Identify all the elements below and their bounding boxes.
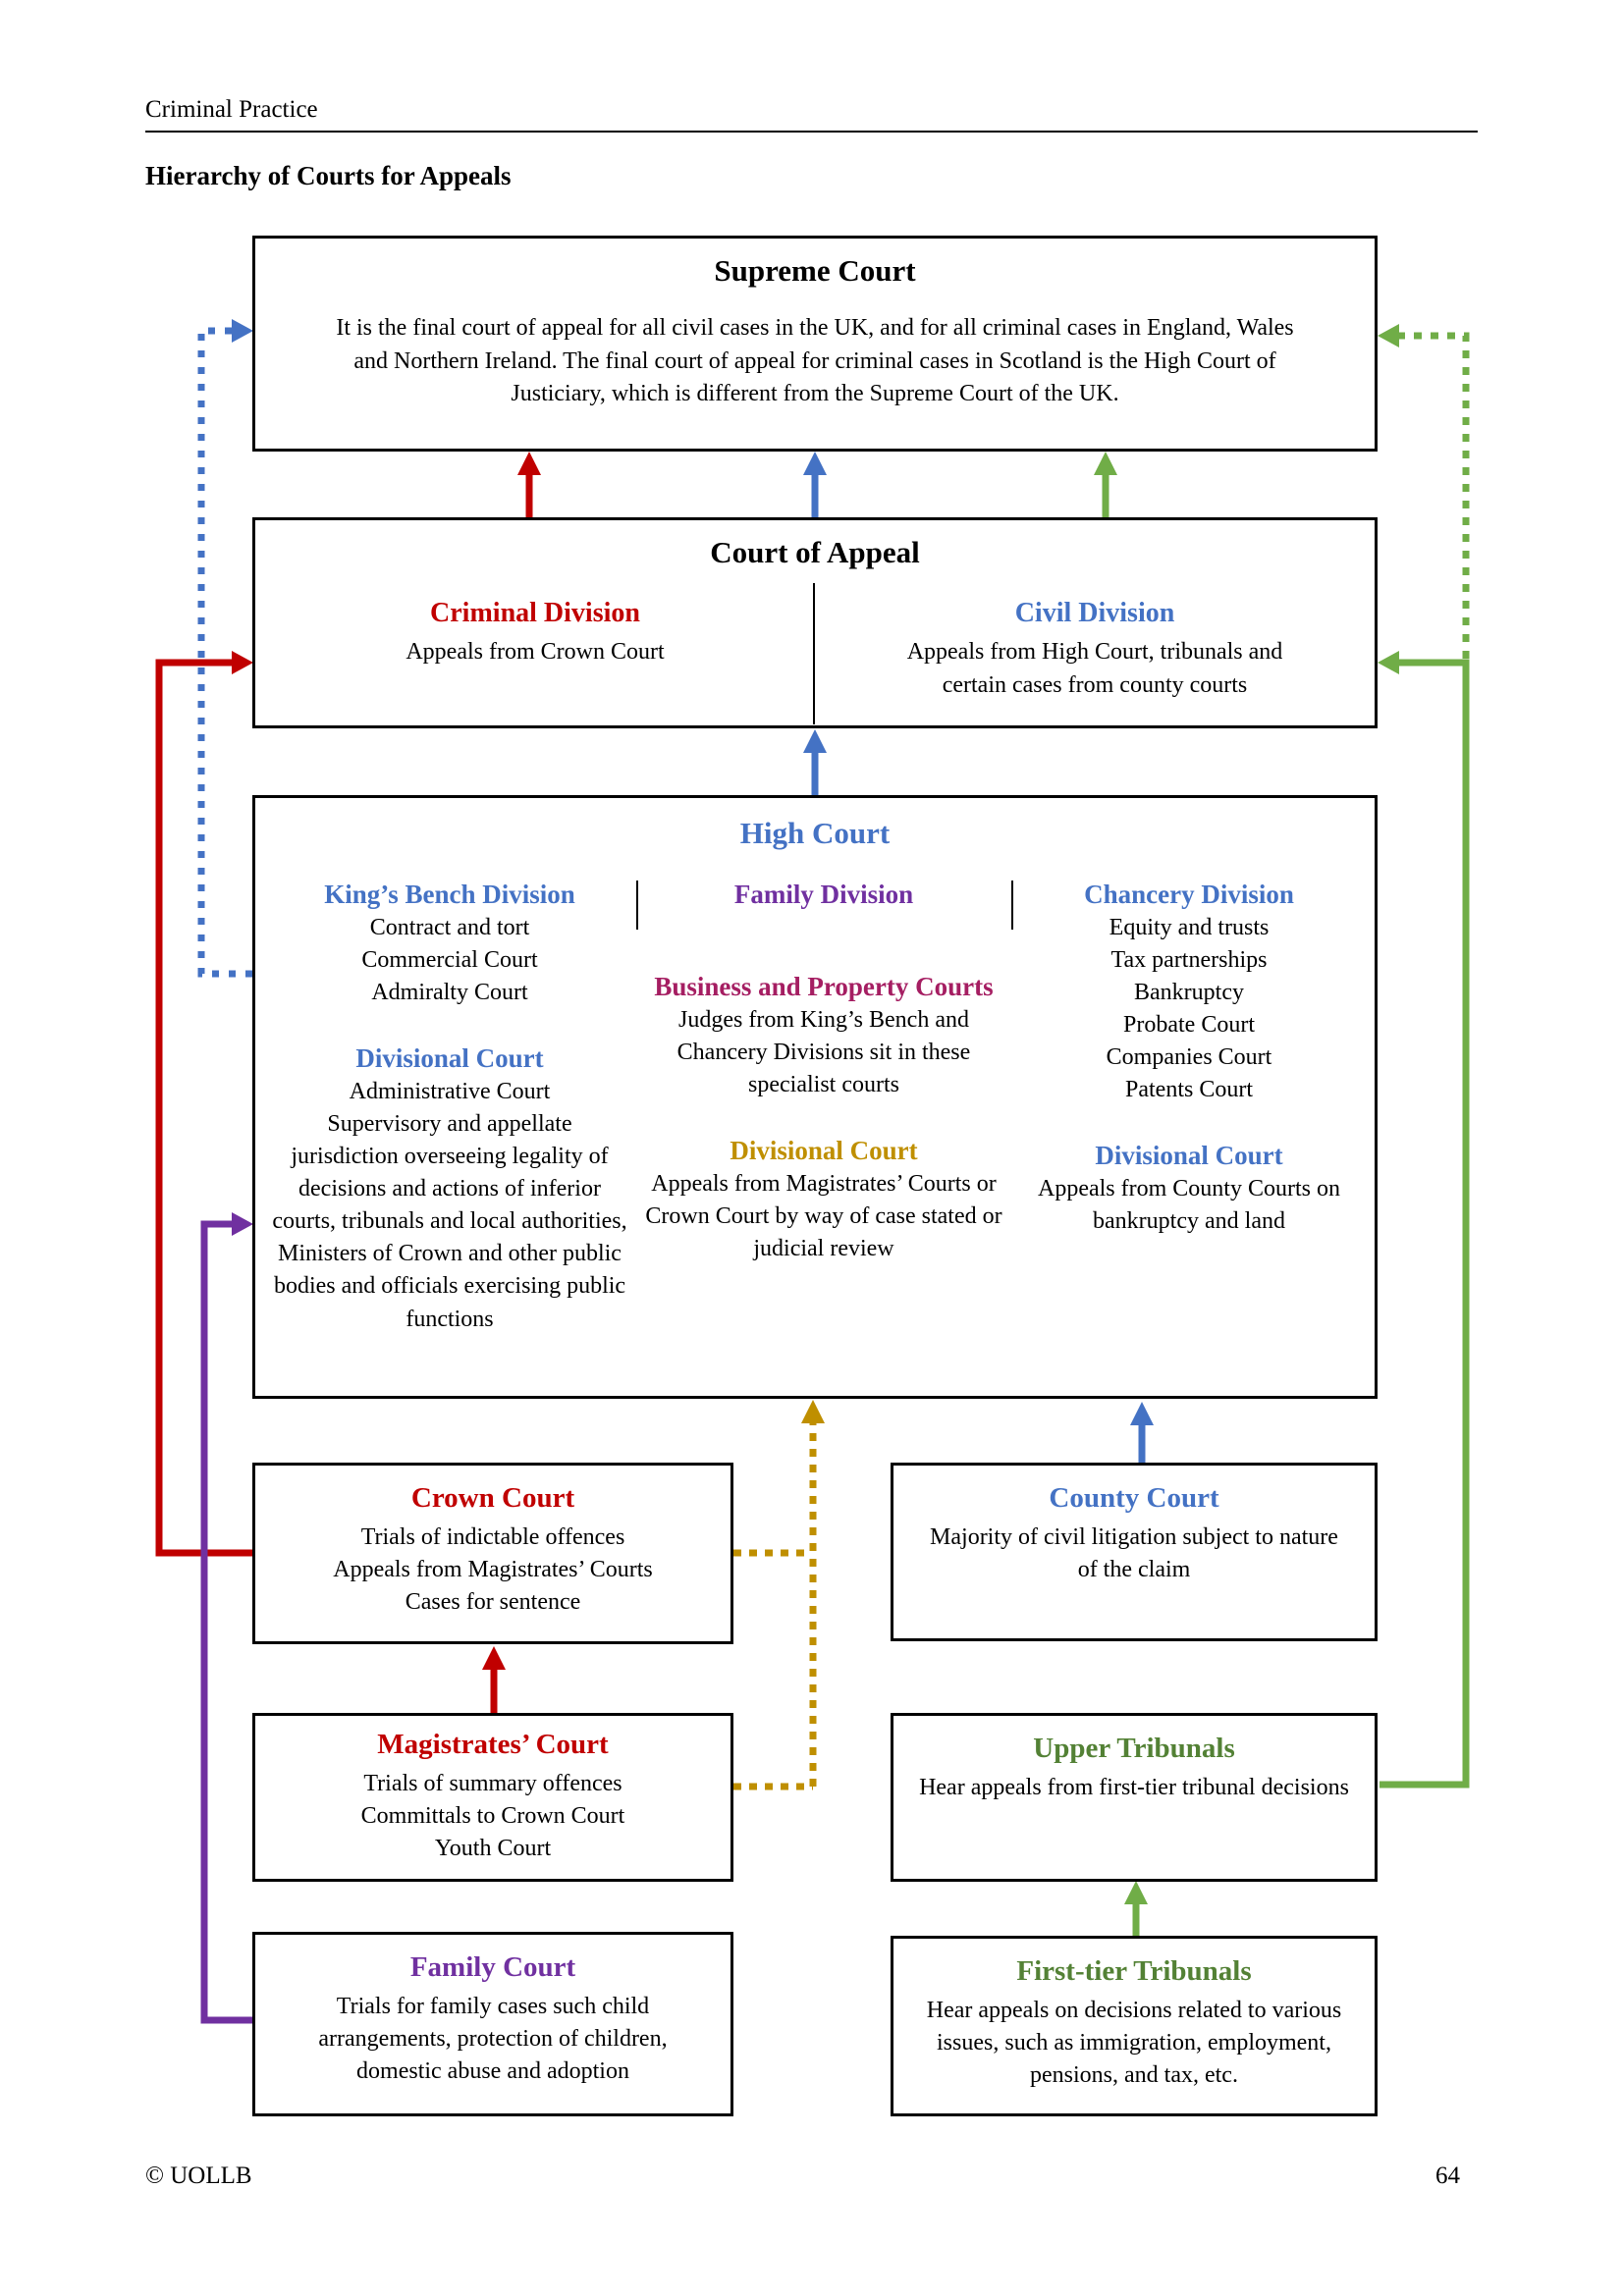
- header-rule: [145, 131, 1478, 133]
- family-divisional-description: Appeals from Magistrates’ Courts or Crown Court by way of case stated or judicial review: [645, 1170, 1002, 1261]
- chancery-court-item: Probate Court: [1123, 1012, 1255, 1039]
- dotted-upper-tribunals-to-supreme: [1399, 336, 1466, 659]
- business-property-courts-description: Judges from King’s Bench and Chancery Divisions sit in these specialist courts: [676, 1006, 971, 1097]
- magistrates-court-line: Committals to Crown Court: [360, 1802, 625, 1829]
- page-number: 64: [1435, 2163, 1460, 2189]
- magistrates-court-title: Magistrates’ Court: [377, 1729, 609, 1760]
- elbow-upper-tribunals-to-court-of-appeal: [1380, 663, 1466, 1785]
- crown-court-line: Cases for sentence: [405, 1589, 581, 1616]
- arrowhead-crown-to-court-of-appeal: [232, 651, 253, 674]
- dotted-high-court-to-supreme: [201, 331, 252, 974]
- arrowhead-tribunal-appeal-to-supreme: [1094, 452, 1117, 475]
- arrowhead-case-stated-to-high-court: [801, 1400, 825, 1423]
- upper-tribunals-title: Upper Tribunals: [1033, 1733, 1235, 1764]
- kings-bench-court-item: Contract and tort: [369, 914, 530, 940]
- arrowhead-upper-tribunals-to-court-of-appeal: [1378, 651, 1399, 674]
- copyright-notice: © UOLLB: [145, 2163, 252, 2189]
- chancery-court-item: Bankruptcy: [1134, 979, 1244, 1005]
- supreme-court-title: Supreme Court: [714, 253, 916, 288]
- first-tier-tribunals-description: Hear appeals on decisions related to various issues, such as immigration, employment, pensions, and tax, etc.: [926, 1997, 1342, 2089]
- court-of-appeal-title: Court of Appeal: [710, 535, 920, 569]
- business-property-courts-title: Business and Property Courts: [654, 971, 994, 1001]
- arrowhead-county-to-high-court: [1130, 1402, 1154, 1425]
- upper-tribunals-box: [891, 1713, 1378, 1882]
- county-court-description: Majority of civil litigation subject to nature of the claim: [930, 1523, 1338, 1582]
- arrowhead-upper-tribunals-to-supreme: [1378, 324, 1399, 347]
- crown-court-line: Appeals from Magistrates’ Courts: [333, 1556, 653, 1582]
- chancery-court-item: Patents Court: [1125, 1077, 1253, 1103]
- high-court-box: [252, 795, 1378, 1399]
- kings-bench-divisional-description: Supervisory and appellate jurisdiction overseeing legality of decisions and actions of inferior courts, tribunals and local authorities, Ministers of Crown and other public bodies and officials exercising public functions: [272, 1110, 627, 1332]
- magistrates-court-line: Youth Court: [434, 1836, 552, 1862]
- family-court-description: Trials for family cases such child arrangements, protection of children, domestic abuse and adoption: [318, 1993, 668, 2085]
- arrowhead-criminal-appeal-to-supreme: [517, 452, 541, 475]
- chancery-court-item: Companies Court: [1106, 1044, 1272, 1071]
- family-divisional-court-title: Divisional Court: [730, 1135, 918, 1165]
- family-division-title: Family Division: [733, 880, 914, 909]
- crown-court-line: Trials of indictable offences: [360, 1523, 625, 1550]
- elbow-family-court-to-high-court: [204, 1224, 252, 2020]
- county-court-title: County Court: [1049, 1482, 1219, 1514]
- criminal-division-section: [255, 596, 815, 702]
- civil-division-section: [815, 596, 1375, 702]
- civil-division-title: Civil Division: [1014, 598, 1175, 629]
- high-court-title: High Court: [739, 816, 891, 850]
- chancery-court-item: Equity and trusts: [1109, 914, 1270, 940]
- arrowhead-family-court-to-high-court: [232, 1212, 253, 1236]
- upper-tribunals-description: Hear appeals from first-tier tribunal decisions: [919, 1774, 1349, 1800]
- chancery-divisional-court-title: Divisional Court: [1095, 1141, 1283, 1171]
- magistrates-court-box: [252, 1713, 733, 1882]
- civil-division-description: Appeals from High Court, tribunals and certain cases from county courts: [906, 639, 1283, 698]
- court-of-appeal-box: [252, 517, 1378, 728]
- arrowhead-civil-appeal-to-supreme: [803, 452, 827, 475]
- kings-bench-division-section: [263, 879, 636, 1336]
- chancery-divisional-description: Appeals from County Courts on bankruptcy and land: [1038, 1176, 1340, 1235]
- arrowhead-high-court-to-court-of-appeal: [803, 729, 827, 753]
- criminal-division-description: Appeals from Crown Court: [406, 639, 665, 666]
- criminal-division-title: Criminal Division: [430, 598, 640, 629]
- administrative-court-label: Administrative Court: [349, 1078, 551, 1104]
- magistrates-court-line: Trials of summary offences: [363, 1770, 622, 1796]
- first-tier-tribunals-title: First-tier Tribunals: [1016, 1955, 1252, 1987]
- supreme-court-description: It is the final court of appeal for all civil cases in the UK, and for all criminal cases in England, Wales and Northern Ireland. The final court of appeal for criminal cases in Scotland is the High Court of Justiciary, which is different from the Supreme Court of the UK.: [336, 315, 1294, 407]
- family-division-section: [636, 879, 1011, 1336]
- first-tier-tribunals-box: [891, 1936, 1378, 2116]
- family-court-title: Family Court: [409, 1951, 576, 1983]
- arrowhead-magistrates-to-crown: [482, 1646, 506, 1670]
- kings-bench-court-item: Commercial Court: [361, 946, 538, 973]
- running-header: Criminal Practice: [145, 96, 318, 123]
- family-court-box: [252, 1932, 733, 2116]
- chancery-division-section: [1011, 879, 1367, 1336]
- arrowhead-first-tier-to-upper: [1124, 1881, 1148, 1904]
- kings-bench-divisional-court-title: Divisional Court: [355, 1043, 544, 1074]
- elbow-crown-to-court-of-appeal: [159, 663, 252, 1553]
- county-court-box: [891, 1463, 1378, 1641]
- chancery-division-title: Chancery Division: [1084, 880, 1294, 909]
- supreme-court-box: [252, 236, 1378, 452]
- kings-bench-division-title: King’s Bench Division: [324, 880, 575, 909]
- page-title: Hierarchy of Courts for Appeals: [145, 161, 512, 190]
- crown-court-box: [252, 1463, 733, 1644]
- kings-bench-court-item: Admiralty Court: [371, 979, 528, 1005]
- chancery-court-item: Tax partnerships: [1110, 946, 1268, 973]
- arrowhead-high-court-to-supreme: [232, 319, 253, 343]
- crown-court-title: Crown Court: [410, 1482, 575, 1514]
- court-of-appeal-divider: [813, 583, 815, 724]
